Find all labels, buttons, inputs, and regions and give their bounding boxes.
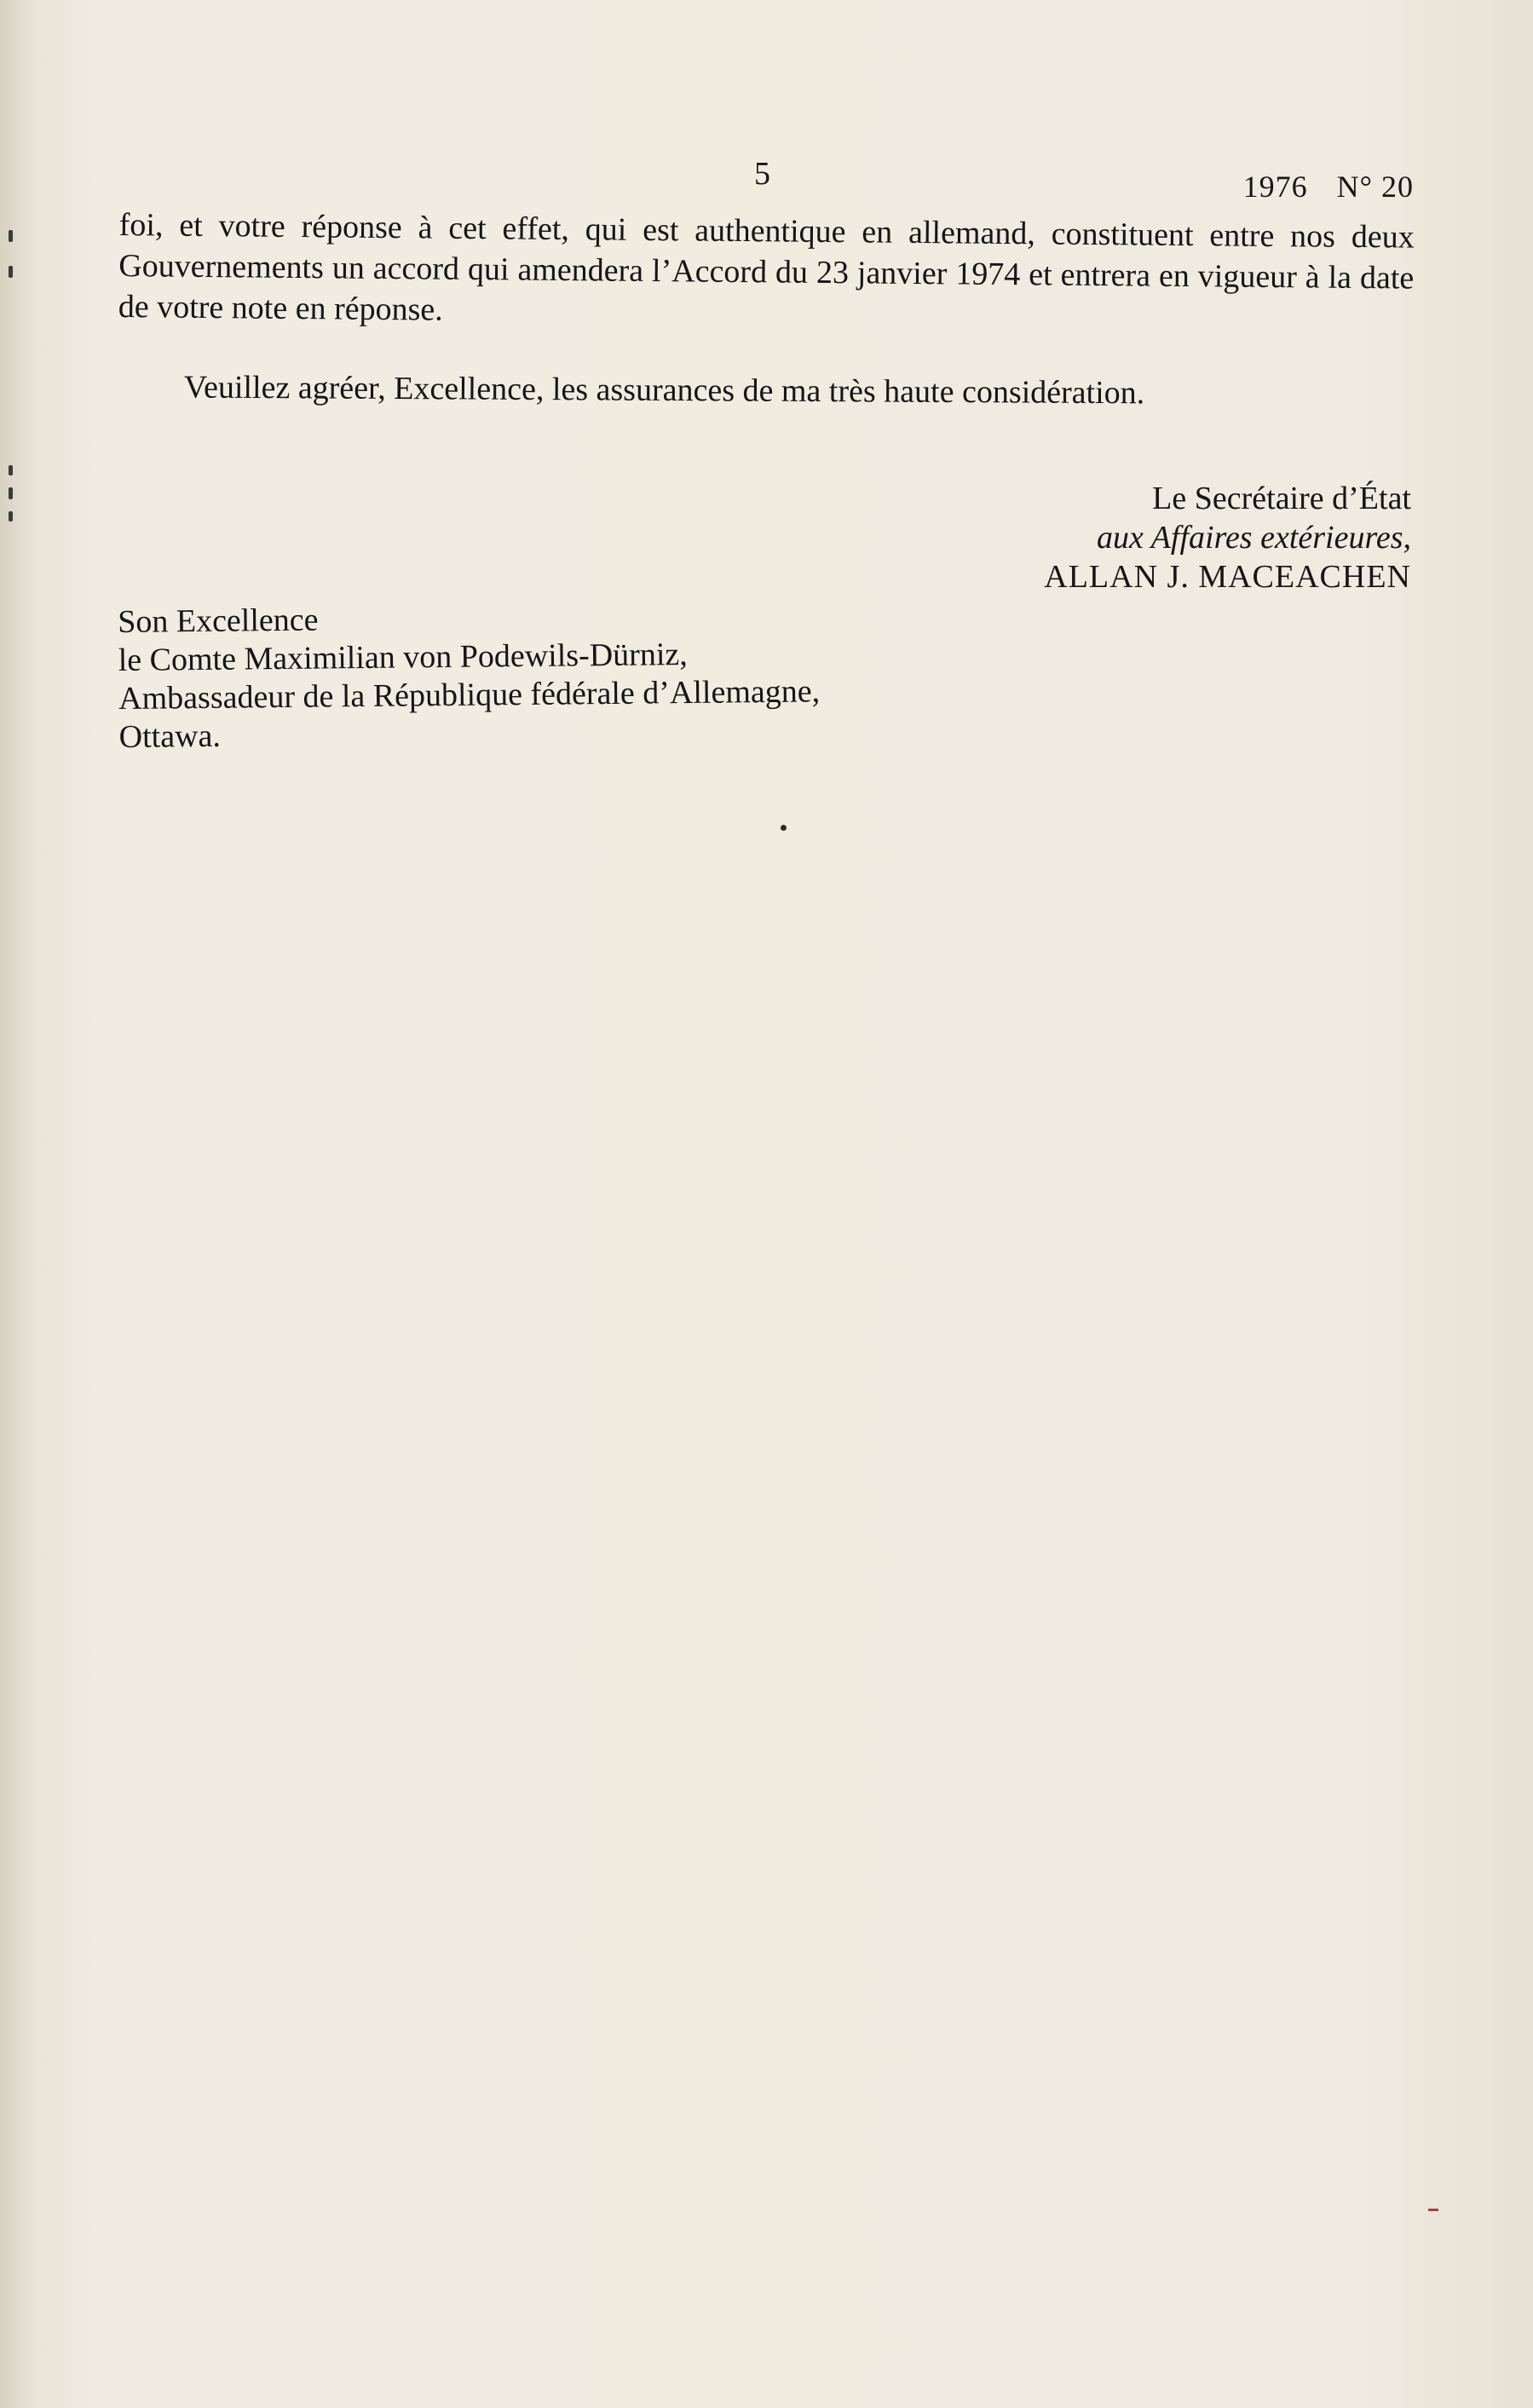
- stray-dot: [781, 825, 787, 831]
- binding-mark: [9, 511, 13, 521]
- closing-paragraph: Veuillez agréer, Excellence, les assurances de ma très haute considération.: [183, 369, 1145, 412]
- body-paragraph: foi, et votre réponse à cet effet, qui est authentique en allemand, constituent entre nos deux Gouvernements un accord qui amendera l’Accord du 23 janvier 1974 et entrera en vigueur à la date de votre note en réponse.: [118, 206, 1415, 328]
- signatory-name: ALLAN J. MACEACHEN: [1044, 559, 1411, 595]
- treaty-series-label: [1243, 169, 1414, 205]
- signatory-department: aux Affaires extérieures,: [1097, 520, 1411, 556]
- series-number: N° 20: [1336, 170, 1414, 204]
- signatory-title: Le Secrétaire d’État: [1152, 481, 1411, 516]
- addressee-line: Ottawa.: [118, 717, 222, 755]
- addressee-line: le Comte Maximilian von Podewils-Dürniz,: [118, 637, 688, 678]
- binding-mark: [9, 266, 13, 278]
- signature-block: [1044, 479, 1411, 596]
- addressee-line: Son Excellence: [118, 602, 319, 640]
- addressee-line: Ambassadeur de la République fédérale d’Allemagne,: [118, 673, 821, 717]
- stray-mark: [1428, 2209, 1438, 2211]
- addressee-block: [118, 596, 821, 757]
- series-year: 1976: [1242, 170, 1308, 204]
- page-header: [0, 155, 1533, 206]
- binding-mark: [9, 465, 13, 475]
- page-number: 5: [754, 156, 770, 192]
- binding-mark: [9, 487, 13, 499]
- binding-mark: [9, 230, 13, 242]
